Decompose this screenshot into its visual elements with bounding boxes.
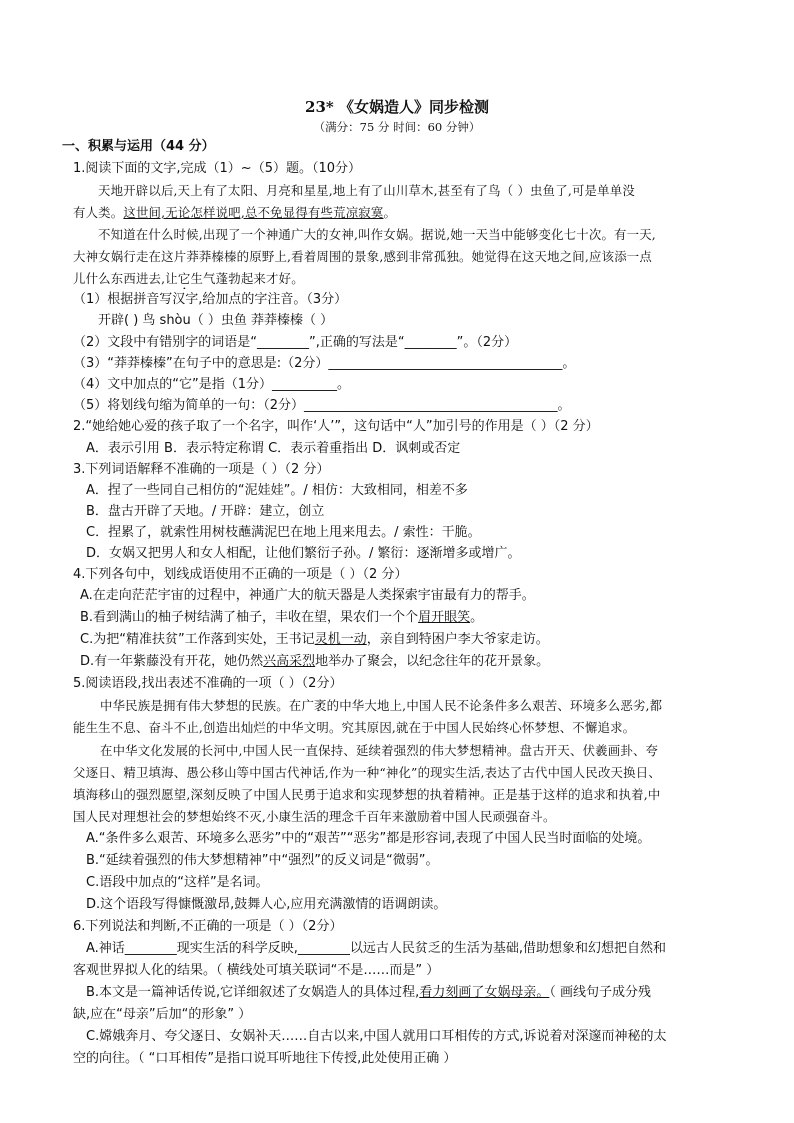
q1-stem: 1.阅读下面的文字,完成（1）~（5）题。（10分） <box>73 161 362 176</box>
q4-option-c <box>80 629 734 650</box>
q6-option-c-cont: 空的向往。（ “口耳相传”是指口说耳听地往下传授,此处使用正确 ） <box>73 1051 457 1066</box>
q6-option-text: （ 画线句子成分残 <box>549 985 651 1000</box>
section-heading: 一、积累与运用（44 分） <box>62 139 215 154</box>
q1-passage-text: 有人类。 <box>73 205 124 220</box>
q6-option-b-cont: 缺,应在“母亲”后加“的形象” ） <box>73 1007 252 1022</box>
q1-passage-line: 不知道在什么时候,出现了一个神通广大的女神,叫作女娲。据说,她一天当中能够变化七十次。有一天, <box>98 227 656 242</box>
q1-passage-text: 。 <box>383 205 397 220</box>
q4-option-b <box>80 607 734 628</box>
q5-option-b: B.“延续着强烈的伟大梦想精神”中“强烈”的反义词是“微弱”。 <box>86 853 439 868</box>
q3-stem: 3.下列词语解释不准确的一项是（ ）（2 分） <box>73 462 330 477</box>
q1-passage-text: 生气蓬勃起来才好。 <box>190 271 304 286</box>
q3-option-a: A．捏了一些同自己相仿的“泥娃娃”。/ 相仿：大致相同，相差不多 <box>86 483 468 498</box>
q1-passage-line: 大神女娲行走在这片莽莽榛榛的原野上,看着周围的景象,感到非常孤独。她觉得在这天地之间,应该添一点 <box>73 249 652 264</box>
q4-option-text: B.看到满山的柚子树结满了柚子，丰收在望，果农们一个个 <box>80 610 419 625</box>
q5-stem: 5.阅读语段,找出表述不准确的一项（ ）（2分） <box>73 676 343 691</box>
q4-underlined-idiom: 兴高采烈 <box>263 654 316 669</box>
q1-subquestion: （5）将划线句缩为简单的一句：（2分）_______________________________________。 <box>73 398 571 413</box>
q4-underlined-idiom: 眉开眼笑 <box>418 610 471 625</box>
q6-underlined-sentence: 看力刻画了女娲母亲。 <box>419 985 550 1000</box>
q1-underlined-sentence: 这世间,无论怎样说吧,总不免显得有些荒凉寂寞 <box>123 205 384 220</box>
q3-option-d: D．女娲又把男人和女人相配，让他们繁衍子孙。/ 繁衍：逐渐增多或增广。 <box>86 546 521 561</box>
q3-option-b: B．盘古开辟了天地。/ 开辟：建立，创立 <box>86 504 325 519</box>
q2-stem: 2.“她给她心爱的孩子取了一个名字，叫作‘人’”，这句话中“人”加引号的作用是（ ）（2 分） <box>73 419 599 434</box>
q1-subquestion: （1）根据拼音写汉字,给加点的字注音。（3分） <box>73 292 348 307</box>
q3-option-c: C．捏累了，就索性用树枝蘸满泥巴在地上甩来甩去。/ 索性：干脆。 <box>86 525 481 540</box>
q5-passage-line: 在中华文化发展的长河中,中国人民一直保持、延续着强烈的伟大梦想精神。盘古开天、伏羲画卦、夸 <box>100 743 659 758</box>
q6-option-c: C.嫦娥奔月、夸父逐日、女娲补天……自古以来,中国人就用口耳相传的方式,诉说着对深邃而神秘的太 <box>86 1029 667 1044</box>
page-subtitle: （满分：75 分 时间：60 分钟） <box>313 120 481 134</box>
q5-passage-line: 父逐日、精卫填海、愚公移山等中国古代神话,作为一种“神化”的现实生活,表达了古代中国人民改天换日、 <box>73 765 661 780</box>
q1-subquestion: （2）文段中有错别字的词语是“________”,正确的写法是“________”。（2分） <box>73 335 518 350</box>
page-title: 23* 《女娲造人》同步检测 <box>305 98 489 116</box>
q1-subquestion-items: 开辟( ) 鸟 shòu（ ）虫鱼 莽莽榛榛（ ） <box>98 313 334 328</box>
q6-option-a-cont: 客观世界拟人化的结果。（ 横线处可填关联词“不是……而是” ） <box>73 963 440 978</box>
q4-option-d <box>80 651 734 672</box>
q1-subquestion: （4）文中加点的“它”是指（1分）__________。 <box>73 377 351 392</box>
q6-stem: 6.下列说法和判断,不正确的一项是（ ）（2分） <box>73 919 343 934</box>
q5-option-a: A.“条件多么艰苦、环境多么恶劣”中的“艰苦”“恶劣”都是形容词,表现了中国人民当时面临的处境。 <box>86 831 651 846</box>
q4-option-a: A.在走向茫茫宇宙的过程中，神通广大的航天器是人类探索宇宙最有力的帮手。 <box>80 588 535 603</box>
q2-options: A．表示引用 B．表示特定称谓 C．表示着重指出 D．讽刺或否定 <box>86 441 461 456</box>
q1-passage-line: 天地开辟以后,天上有了太阳、月亮和星星,地上有了山川草木,甚至有了鸟（ ）虫鱼了,可是单单没 <box>98 183 635 198</box>
q6-option-b <box>86 982 734 1003</box>
q1-passage-text: 儿什么东西进去,让 <box>73 271 178 286</box>
q5-option-c: C.语段中加点的“这样”是名词。 <box>86 875 269 890</box>
q4-option-text: 地举办了聚会，以纪念往年的花开景象。 <box>315 654 550 669</box>
q4-option-text: 。 <box>470 610 484 625</box>
q4-option-text: D.有一年紫藤没有开花，她仍然 <box>80 654 264 669</box>
q6-option-a: A.神话________现实生活的科学反映,________以远古人民贫乏的生活为基础,借助想象和幻想把自然和 <box>86 941 667 956</box>
q5-passage-line: 能生生不息、奋斗不止,创造出灿烂的中华文明。究其原因,就在于中国人民始终心怀梦想、不懈追求。 <box>73 720 636 735</box>
q5-passage-line: 填海移山的强烈愿望,深刻反映了中国人民勇于追求和实现梦想的执着精神。正是基于这样的追求和执着,中 <box>73 787 661 802</box>
q5-option-d: D.这个语段写得慷慨激昂,鼓舞人心,应用充满激情的语调朗读。 <box>86 897 447 912</box>
q1-passage-line <box>73 202 734 223</box>
q6-option-text: B.本文是一篇神话传说,它详细叙述了女娲造人的具体过程, <box>86 985 420 1000</box>
q4-option-text: C.为把“精准扶贫”工作落到实处，王书记 <box>80 632 315 647</box>
q4-stem: 4.下列各句中，划线成语使用不正确的一项是（ ）（2 分） <box>73 567 408 582</box>
q5-passage-line: 国人民对理想社会的梦想始终不灭,小康生活的理念千百年来激励着中国人民顽强奋斗。 <box>73 809 556 824</box>
q1-passage-line <box>73 268 734 289</box>
q4-option-text: ，亲自到特困户李大爷家走访。 <box>366 632 549 647</box>
q1-dotted-word: 它 <box>177 271 191 286</box>
q4-underlined-idiom: 灵机一动 <box>314 632 367 647</box>
q5-passage-line: 中华民族是拥有伟大梦想的民族。在广袤的中华大地上,中国人民不论条件多么艰苦、环境多么恶劣,都 <box>100 698 663 713</box>
q1-subquestion: （3）“莽莽榛榛”在句子中的意思是:（2分）____________________________________。 <box>73 356 576 371</box>
